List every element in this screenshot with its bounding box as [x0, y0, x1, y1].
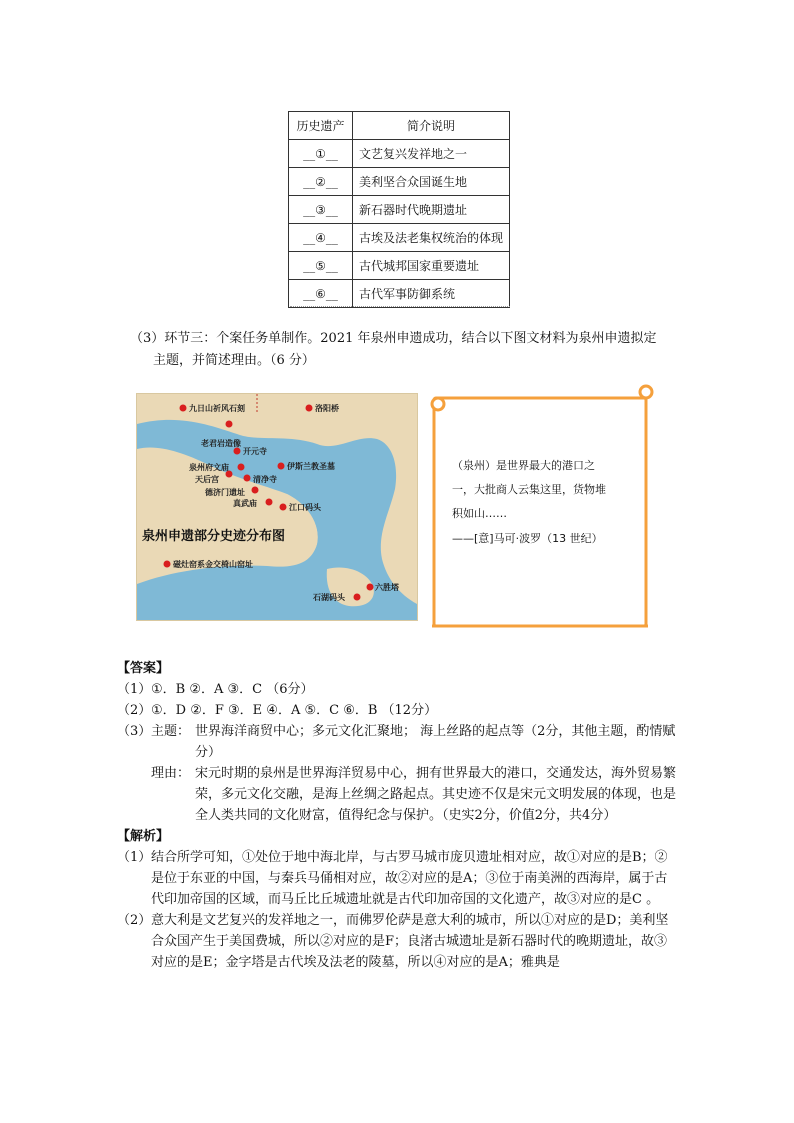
- table-cell: __③__: [289, 196, 353, 224]
- map-site-label: 伊斯兰教圣墓: [287, 462, 335, 471]
- map-site-label: 天后宫: [195, 475, 219, 484]
- answer-1: [117, 679, 677, 700]
- quote-scroll: [428, 384, 656, 628]
- site-marker: [280, 504, 287, 511]
- analysis-number: （1）: [117, 850, 152, 865]
- quote-source: ——[意]马可·波罗（13 世纪）: [452, 532, 603, 545]
- analysis-2: [117, 910, 677, 973]
- question-3-line2: 主题，并简述理由。（6 分）: [153, 353, 315, 368]
- analysis-text: 意大利是文艺复兴的发祥地之一，而佛罗伦萨是意大利的城市，所以①对应的是D；美利坚合众国产生于美国费城，所以②对应的是F；良渚古城遗址是新石器时代的晚期遗址，故③对应的是E；金字塔是古代埃及法老的陵墓，所以④对应的是A；雅典是: [151, 913, 669, 970]
- table-cell: __⑥__: [289, 280, 353, 308]
- marco-polo-quote: [452, 454, 642, 526]
- table-cell: 古代城邦国家重要遗址: [352, 252, 509, 280]
- map-site-label: 六胜塔: [375, 583, 399, 592]
- answer-2: [117, 700, 677, 721]
- map-site-label: 九日山祈风石刻: [189, 404, 245, 413]
- map-site-label: 磁灶窑系金交椅山窑址: [173, 560, 253, 569]
- table-cell: __①__: [289, 140, 353, 168]
- answer-text: ①．B ②．A ③．C （6分）: [151, 682, 314, 697]
- quanzhou-map: [136, 393, 418, 621]
- table-cell: 古埃及法老集权统治的体现: [352, 224, 509, 252]
- map-site-label: 真武庙: [233, 499, 257, 508]
- map-site-label: 江口码头: [289, 503, 321, 512]
- quote-line: 积如山……: [452, 507, 507, 520]
- table-row: [289, 280, 510, 308]
- site-marker: [226, 421, 233, 428]
- map-site-label: 清净寺: [253, 475, 277, 484]
- quote-line: 一，大批商人云集这里，货物堆: [452, 483, 606, 496]
- table-cell: __④__: [289, 224, 353, 252]
- question-3: [130, 328, 670, 372]
- site-marker: [164, 561, 171, 568]
- site-marker: [252, 487, 259, 494]
- answer-text: ①．D ②．F ③．E ④．A ⑤．C ⑥．B （12分）: [151, 703, 438, 718]
- answer-number: （1）: [117, 682, 152, 697]
- table-cell: 文艺复兴发祥地之一: [352, 140, 509, 168]
- analysis-1: [117, 847, 677, 910]
- analysis-text: 结合所学可知，①处位于地中海北岸，与古罗马城市庞贝遗址相对应，故①对应的是B；②是位于东亚的中国，与秦兵马俑相对应，故②对应的是A；③位于南美洲的西海岸，属于古代印加帝国的区域，而马丘比丘城遗址就是古代印加帝国的文化遗产，故③对应的是C 。: [151, 850, 668, 907]
- table-row: [289, 196, 510, 224]
- site-marker: [238, 464, 245, 471]
- site-marker: [244, 475, 251, 482]
- table-cell: 美利坚合众国诞生地: [352, 168, 509, 196]
- site-marker: [367, 584, 374, 591]
- map-site-label: 泉州府文庙: [189, 463, 229, 472]
- table-cell: __②__: [289, 168, 353, 196]
- heritage-table: [288, 111, 510, 308]
- analysis-heading: 【解析】: [117, 829, 170, 844]
- table-row: [289, 252, 510, 280]
- table-header-row: [289, 112, 510, 140]
- table-header: 历史遗产: [289, 112, 353, 140]
- question-3-line1: （3）环节三：个案任务单制作。2021 年泉州申遗成功，结合以下图文材料为泉州申遗拟定: [130, 331, 657, 346]
- map-site-label: 老君岩造像: [201, 439, 241, 448]
- answer-block: [117, 658, 677, 973]
- quote-line: （泉州）是世界最大的港口之: [452, 459, 595, 472]
- site-marker: [278, 463, 285, 470]
- analysis-number: （2）: [117, 913, 152, 928]
- map-site-label: 德济门遗址: [205, 488, 245, 497]
- map-title: 泉州申遗部分史迹分布图: [142, 529, 286, 544]
- answer-theme: [151, 721, 677, 763]
- answer-heading: 【答案】: [117, 661, 170, 676]
- answer-number: （2）: [117, 703, 152, 718]
- site-marker: [354, 594, 361, 601]
- theme-text: 世界海洋商贸中心；多元文化汇聚地； 海上丝路的起点等（2分，其他主题，酌情赋分）: [195, 724, 676, 760]
- theme-label: 主题：: [151, 724, 191, 739]
- table-header: 简介说明: [352, 112, 509, 140]
- map-site-label: 洛阳桥: [315, 404, 339, 413]
- reason-text: 宋元时期的泉州是世界海洋贸易中心，拥有世界最大的港口，交通发达，海外贸易繁荣，多元文化交融，是海上丝绸之路起点。其史迹不仅是宋元文明发展的体现，也是全人类共同的文化财富，值得纪念与保护。（史实2分，价值2分，共4分）: [195, 766, 677, 823]
- cutoff-divider: [290, 306, 510, 312]
- table-row: [289, 168, 510, 196]
- site-marker: [180, 405, 187, 412]
- site-marker: [266, 499, 273, 506]
- answer-3: [117, 721, 677, 826]
- table-cell: 新石器时代晚期遗址: [352, 196, 509, 224]
- table-cell: __⑤__: [289, 252, 353, 280]
- map-site-label: 开元寺: [243, 447, 267, 456]
- reason-label: 理由：: [151, 766, 191, 781]
- answer-reason: [151, 763, 677, 826]
- table-row: [289, 140, 510, 168]
- site-marker: [306, 405, 313, 412]
- table-row: [289, 224, 510, 252]
- answer-number: （3）: [117, 724, 152, 739]
- table-cell: 古代军事防御系统: [352, 280, 509, 308]
- map-site-label: 石湖码头: [313, 593, 345, 602]
